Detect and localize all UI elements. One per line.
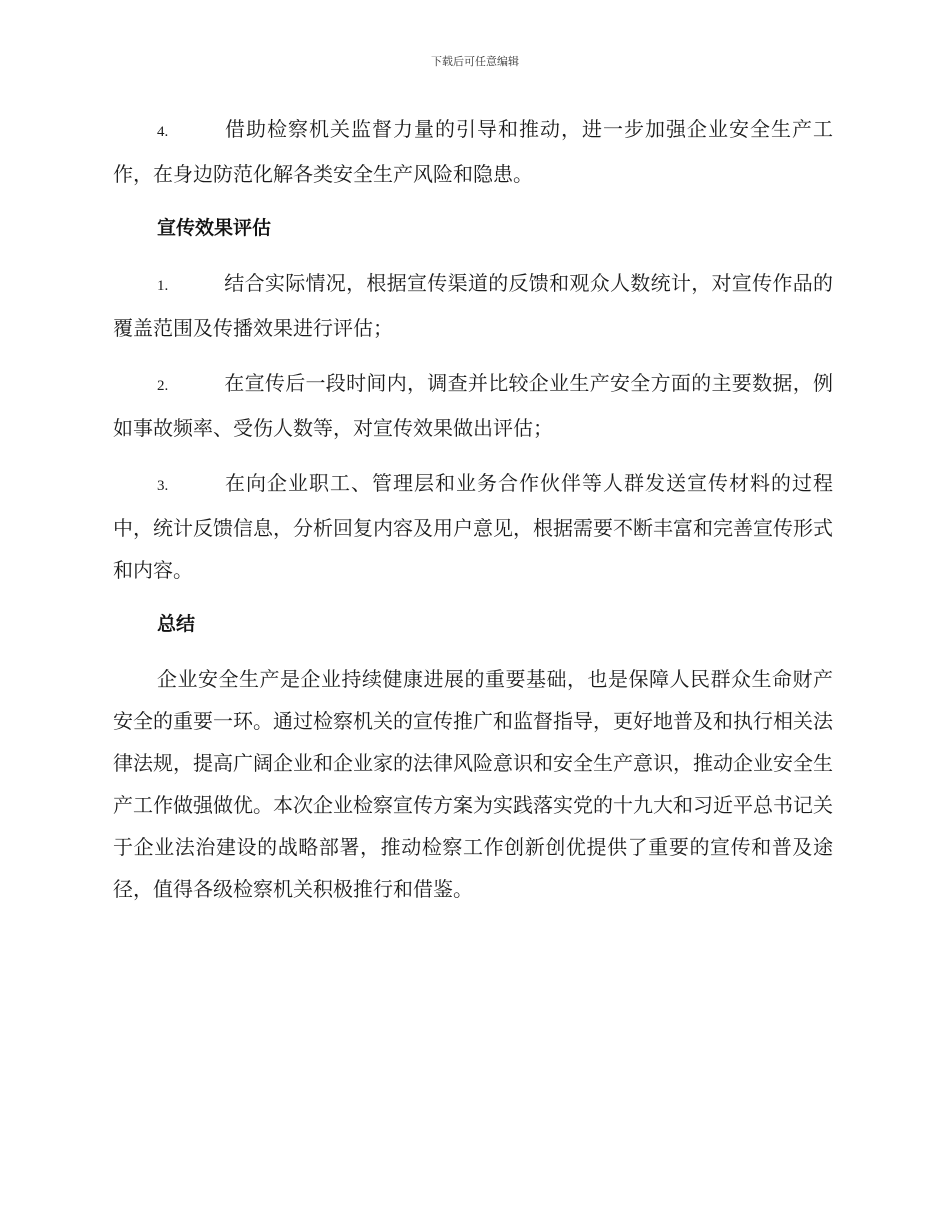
list-item-text: 在向企业职工、管理层和业务合作伙伴等人群发送宣传材料的过程中，统计反馈信息，分析回复内容及用户意见，根据需要不断丰富和完善宣传形式和内容。 [113, 471, 833, 582]
list-item-2 [113, 362, 833, 449]
list-item-3 [113, 462, 833, 591]
list-item-1 [113, 262, 833, 349]
page-header-note: 下载后可任意编辑 [431, 55, 519, 68]
list-item-text: 借助检察机关监督力量的引导和推动，进一步加强企业安全生产工作，在身边防范化解各类安全生产风险和隐患。 [113, 117, 833, 186]
summary-paragraph: 企业安全生产是企业持续健康进展的重要基础，也是保障人民群众生命财产安全的重要一环。通过检察机关的宣传推广和监督指导，更好地普及和执行相关法律法规，提高广阔企业和企业家的法律风险意识和安全生产意识，推动企业安全生产工作做强做优。本次企业检察宣传方案为实践落实党的十九大和习近平总书记关于企业法治建设的战略部署，推动检察工作创新创优提供了重要的宣传和普及途径，值得各级检察机关积极推行和借鉴。 [113, 667, 833, 901]
list-item-4 [113, 108, 833, 195]
list-item-number: 4. [157, 124, 169, 140]
document-body [113, 108, 833, 923]
list-item-number: 1. [157, 278, 169, 294]
list-item-number: 3. [157, 478, 169, 494]
section-heading-evaluation: 宣传效果评估 [157, 217, 272, 239]
section-heading-summary: 总结 [157, 613, 196, 635]
list-item-number: 2. [157, 378, 169, 394]
list-item-text: 在宣传后一段时间内，调查并比较企业生产安全方面的主要数据，例如事故频率、受伤人数等，对宣传效果做出评估； [113, 371, 833, 440]
list-item-text: 结合实际情况，根据宣传渠道的反馈和观众人数统计，对宣传作品的覆盖范围及传播效果进行评估； [113, 271, 833, 340]
